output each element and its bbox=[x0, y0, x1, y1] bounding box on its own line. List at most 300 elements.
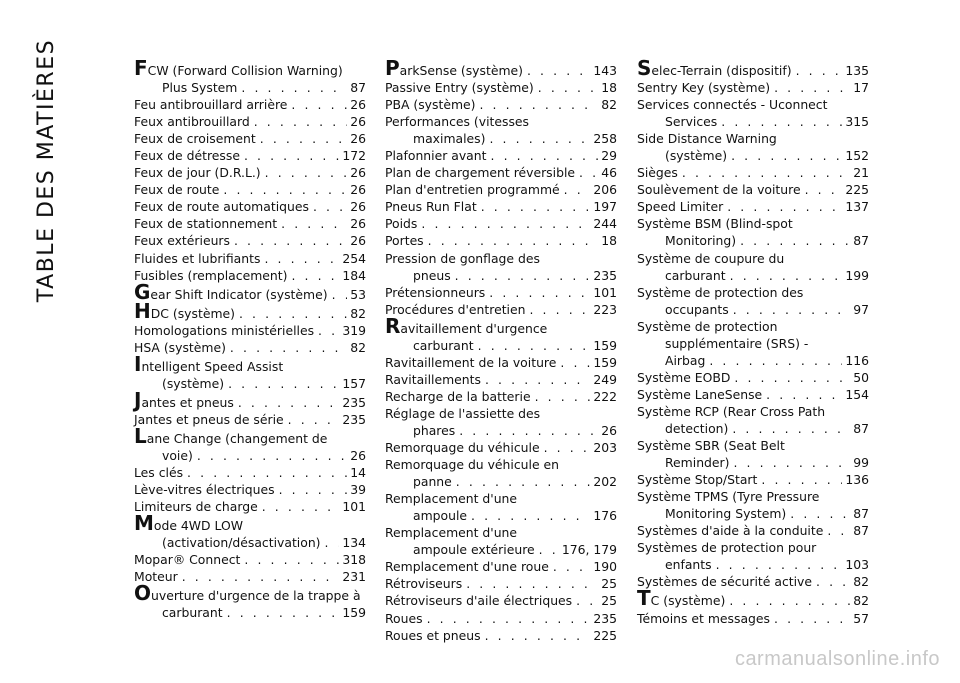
dot-leader bbox=[328, 286, 348, 303]
index-entry bbox=[134, 298, 366, 323]
entry-text bbox=[665, 267, 726, 284]
dot-leader bbox=[423, 610, 591, 627]
entry-label: Procédures d'entretien bbox=[385, 301, 526, 317]
index-column-1 bbox=[134, 56, 366, 622]
entry-text bbox=[134, 511, 243, 536]
section-letter: M bbox=[134, 511, 154, 536]
entry-line bbox=[637, 403, 869, 420]
page-number: 21 bbox=[853, 165, 869, 181]
entry-text bbox=[385, 524, 517, 541]
entry-label: Plus System bbox=[162, 80, 238, 96]
entry-line bbox=[134, 215, 366, 232]
entry-line bbox=[637, 437, 869, 454]
index-entry bbox=[637, 522, 869, 539]
dot-leader bbox=[455, 422, 598, 439]
page-number: 176, 179 bbox=[561, 542, 617, 558]
entry-text bbox=[637, 318, 778, 335]
entry-line bbox=[637, 420, 869, 437]
entry-text bbox=[665, 454, 729, 471]
page-number: 99 bbox=[853, 455, 869, 471]
entry-label: occupants bbox=[665, 301, 729, 317]
index-entry bbox=[637, 215, 869, 249]
page-number: 87 bbox=[853, 523, 869, 539]
index-entry bbox=[134, 198, 366, 215]
entry-text bbox=[134, 267, 287, 284]
entry-text bbox=[637, 369, 730, 386]
entry-label: Fusibles (remplacement) bbox=[134, 267, 288, 283]
entry-line bbox=[385, 507, 617, 524]
index-entry bbox=[637, 56, 869, 80]
page-number: 101 bbox=[342, 499, 366, 515]
page-number: 159 bbox=[342, 605, 366, 621]
page-number: 154 bbox=[845, 386, 869, 402]
entry-text bbox=[385, 284, 485, 301]
entry-line bbox=[637, 386, 869, 403]
dot-leader bbox=[234, 394, 339, 411]
dot-leader bbox=[178, 568, 340, 585]
page-number: 39 bbox=[350, 482, 366, 498]
entry-text bbox=[134, 198, 309, 215]
entry-text bbox=[134, 551, 240, 568]
dot-leader bbox=[485, 130, 590, 147]
index-column-3 bbox=[637, 56, 869, 627]
dot-leader bbox=[258, 498, 340, 515]
entry-text bbox=[385, 181, 560, 198]
page-number: 82 bbox=[601, 97, 617, 113]
entry-line bbox=[134, 375, 366, 392]
index-entry bbox=[385, 301, 617, 318]
index-entry bbox=[134, 511, 366, 551]
entry-label: Passive Entry (système) bbox=[385, 80, 534, 96]
index-entry bbox=[637, 488, 869, 522]
entry-text bbox=[413, 507, 467, 524]
dot-leader bbox=[730, 369, 850, 386]
entry-label: Moteur bbox=[134, 569, 178, 585]
entry-label: Remplacement d'une bbox=[385, 491, 518, 507]
section-letter: P bbox=[385, 56, 400, 80]
entry-label: ear Shift Indicator (système) bbox=[150, 286, 328, 302]
entry-label: Airbag bbox=[665, 352, 706, 368]
entry-text bbox=[162, 534, 321, 551]
entry-text bbox=[134, 581, 361, 606]
entry-line bbox=[637, 586, 869, 611]
index-entry bbox=[385, 250, 617, 284]
entry-line bbox=[134, 322, 366, 339]
entry-label: PBA (système) bbox=[385, 97, 476, 113]
entry-line bbox=[134, 279, 366, 304]
entry-line bbox=[134, 164, 366, 181]
entry-label: Sentry Key (système) bbox=[637, 80, 771, 96]
index-entry bbox=[637, 403, 869, 437]
dot-leader bbox=[725, 592, 850, 609]
entry-label: Système BSM (Blind-spot bbox=[637, 216, 793, 232]
entry-line bbox=[134, 411, 366, 428]
entry-label: Plan d'entretien programmé bbox=[385, 182, 560, 198]
entry-text bbox=[134, 147, 240, 164]
index-entry bbox=[385, 113, 617, 147]
entry-line bbox=[134, 181, 366, 198]
entry-label: Feux de jour (D.R.L.) bbox=[134, 165, 261, 181]
entry-line bbox=[637, 164, 869, 181]
entry-line bbox=[134, 498, 366, 515]
entry-text bbox=[385, 405, 540, 422]
entry-line bbox=[385, 198, 617, 215]
entry-line bbox=[637, 198, 869, 215]
entry-label: Systèmes de sécurité active bbox=[637, 574, 813, 590]
page-number: 143 bbox=[593, 63, 617, 78]
page-number: 157 bbox=[342, 375, 366, 391]
entry-text bbox=[385, 164, 575, 181]
entry-line bbox=[385, 422, 617, 439]
entry-text bbox=[134, 56, 343, 80]
entry-line bbox=[637, 505, 869, 522]
index-entry bbox=[637, 369, 869, 386]
entry-text bbox=[134, 481, 275, 498]
section-letter: G bbox=[134, 279, 151, 304]
entry-line bbox=[134, 298, 366, 323]
page-number: 97 bbox=[853, 301, 869, 317]
entry-text bbox=[134, 232, 230, 249]
dot-leader bbox=[477, 198, 591, 215]
index-entry bbox=[134, 267, 366, 284]
entry-line bbox=[385, 164, 617, 181]
entry-label: Monitoring) bbox=[665, 233, 737, 249]
dot-leader bbox=[757, 471, 842, 488]
dot-leader bbox=[224, 375, 339, 392]
entry-line bbox=[385, 96, 617, 113]
entry-line bbox=[134, 250, 366, 267]
entry-text bbox=[385, 575, 462, 592]
entry-label: Les clés bbox=[134, 465, 184, 481]
dot-leader bbox=[309, 198, 347, 215]
entry-line bbox=[637, 318, 869, 335]
entry-text bbox=[637, 164, 678, 181]
entry-label: ane Change (changement de bbox=[146, 430, 328, 446]
page-number: 26 bbox=[350, 114, 366, 130]
entry-line bbox=[134, 581, 366, 606]
page-number: 135 bbox=[845, 63, 869, 78]
entry-text bbox=[162, 79, 237, 96]
entry-text bbox=[134, 279, 328, 304]
entry-label: Jantes et pneus de série bbox=[134, 411, 284, 427]
page-number: 101 bbox=[593, 284, 617, 300]
dot-leader bbox=[736, 232, 850, 249]
entry-text bbox=[413, 267, 451, 284]
entry-line bbox=[385, 610, 617, 627]
page-number: 29 bbox=[601, 148, 617, 164]
index-entry bbox=[637, 250, 869, 284]
entry-label: Système de coupure du bbox=[637, 250, 785, 266]
entry-label: Système SBR (Seat Belt bbox=[637, 438, 785, 454]
page-number: 87 bbox=[350, 80, 366, 96]
entry-text bbox=[413, 130, 485, 147]
dot-leader bbox=[240, 147, 339, 164]
index-entry bbox=[134, 232, 366, 249]
entry-label: CW (Forward Collision Warning) bbox=[147, 63, 343, 78]
entry-text bbox=[134, 96, 287, 113]
entry-line bbox=[385, 541, 617, 558]
entry-text bbox=[637, 539, 816, 556]
page-number: 18 bbox=[601, 233, 617, 249]
entry-line bbox=[385, 79, 617, 96]
entry-text bbox=[134, 339, 226, 356]
entry-label: (activation/désactivation) bbox=[162, 535, 321, 551]
page-number: 172 bbox=[342, 148, 366, 164]
dot-leader bbox=[726, 267, 843, 284]
entry-text bbox=[637, 586, 726, 611]
entry-label: Feu antibrouillard arrière bbox=[134, 97, 288, 113]
entry-text bbox=[665, 147, 727, 164]
page-number: 26 bbox=[350, 448, 366, 464]
index-entry bbox=[385, 181, 617, 198]
entry-line bbox=[637, 113, 869, 130]
entry-label: maximales) bbox=[413, 131, 486, 147]
entry-line bbox=[385, 490, 617, 507]
entry-text bbox=[385, 456, 559, 473]
page-number: 26 bbox=[350, 182, 366, 198]
dot-leader bbox=[481, 627, 591, 644]
entry-line bbox=[385, 313, 617, 338]
entry-line bbox=[385, 181, 617, 198]
entry-label: Systèmes de protection pour bbox=[637, 540, 817, 556]
entry-line bbox=[637, 56, 869, 80]
entry-text bbox=[637, 403, 825, 420]
dot-leader bbox=[549, 558, 591, 575]
page-number: 231 bbox=[342, 569, 366, 585]
dot-leader bbox=[485, 284, 590, 301]
entry-text bbox=[637, 79, 770, 96]
page-number: 25 bbox=[601, 576, 617, 592]
index-entry bbox=[134, 279, 366, 304]
side-title bbox=[18, 40, 76, 300]
entry-line bbox=[637, 335, 869, 352]
entry-label: Réglage de l'assiette des bbox=[385, 405, 541, 421]
index-entry bbox=[385, 405, 617, 439]
entry-label: Ravitaillement de la voiture bbox=[385, 354, 557, 370]
entry-line bbox=[385, 147, 617, 164]
section-letter: L bbox=[134, 423, 147, 448]
entry-line bbox=[385, 592, 617, 609]
page-number: 82 bbox=[853, 593, 869, 609]
entry-label: Feux de route bbox=[134, 182, 220, 198]
dot-leader bbox=[770, 79, 850, 96]
page-number: 17 bbox=[853, 80, 869, 96]
index-entry bbox=[134, 351, 366, 392]
entry-text bbox=[637, 198, 723, 215]
entry-text bbox=[637, 573, 812, 590]
index-entry bbox=[385, 610, 617, 627]
page-number: 46 bbox=[601, 165, 617, 181]
entry-line bbox=[637, 250, 869, 267]
page-number: 235 bbox=[593, 267, 617, 283]
entry-text bbox=[385, 198, 477, 215]
entry-label: Performances (vitesses bbox=[385, 114, 529, 130]
index-entry bbox=[134, 423, 366, 464]
dot-leader bbox=[823, 522, 850, 539]
entry-label: Portes bbox=[385, 233, 424, 249]
entry-label: Homologations ministérielles bbox=[134, 322, 315, 338]
section-letter: H bbox=[134, 298, 151, 323]
page-number: 225 bbox=[593, 627, 617, 643]
entry-label: panne bbox=[413, 474, 452, 490]
entry-label: uverture d'urgence de la trappe à bbox=[151, 588, 361, 604]
section-letter: O bbox=[134, 581, 152, 606]
page-number: 206 bbox=[593, 182, 617, 198]
page-number: 14 bbox=[350, 465, 366, 481]
index-entry bbox=[385, 627, 617, 644]
page-number: 87 bbox=[853, 506, 869, 522]
entry-line bbox=[134, 339, 366, 356]
index-entry bbox=[637, 164, 869, 181]
entry-label: pneus bbox=[413, 267, 451, 283]
entry-label: Services connectés - Uconnect bbox=[637, 97, 828, 113]
index-entry bbox=[134, 113, 366, 130]
page-number: 235 bbox=[342, 394, 366, 410]
dot-leader bbox=[230, 232, 347, 249]
index-entry bbox=[637, 198, 869, 215]
entry-line bbox=[385, 130, 617, 147]
entry-label: antes et pneus bbox=[141, 394, 234, 410]
entry-text bbox=[665, 335, 808, 352]
entry-label: Feux de croisement bbox=[134, 131, 256, 147]
entry-label: phares bbox=[413, 422, 456, 438]
entry-line bbox=[134, 130, 366, 147]
watermark: carmanualsonline.info bbox=[734, 648, 940, 670]
entry-text bbox=[385, 301, 525, 318]
entry-label: Plafonnier avant bbox=[385, 148, 487, 164]
dot-leader bbox=[277, 215, 347, 232]
entry-line bbox=[134, 481, 366, 498]
entry-text bbox=[637, 56, 792, 80]
entry-label: ampoule extérieure bbox=[413, 542, 535, 558]
page-number: 136 bbox=[845, 472, 869, 488]
dot-leader bbox=[250, 113, 347, 130]
entry-label: Témoins et messages bbox=[637, 610, 770, 626]
entry-text bbox=[134, 215, 277, 232]
page-number: 50 bbox=[853, 369, 869, 385]
entry-text bbox=[134, 351, 284, 376]
entry-line bbox=[385, 267, 617, 284]
entry-label: Roues bbox=[385, 610, 423, 626]
entry-label: Soulèvement de la voiture bbox=[637, 182, 801, 198]
dot-leader bbox=[728, 420, 850, 437]
dot-leader bbox=[712, 556, 843, 573]
dot-leader bbox=[287, 267, 339, 284]
entry-line bbox=[385, 575, 617, 592]
entry-label: ntelligent Speed Assist bbox=[141, 358, 284, 374]
entry-line bbox=[385, 524, 617, 541]
entry-text bbox=[162, 604, 223, 621]
entry-line bbox=[637, 454, 869, 471]
entry-text bbox=[385, 96, 475, 113]
page-number: 26 bbox=[350, 216, 366, 232]
entry-line bbox=[385, 371, 617, 388]
page-number: 254 bbox=[342, 250, 366, 266]
entry-label: avitaillement d'urgence bbox=[400, 320, 548, 336]
entry-line bbox=[637, 96, 869, 113]
dot-leader bbox=[523, 62, 590, 79]
section-letter: J bbox=[134, 387, 142, 412]
page-number: 235 bbox=[342, 411, 366, 427]
entry-text bbox=[665, 232, 736, 249]
index-entry bbox=[385, 79, 617, 96]
entry-line bbox=[134, 113, 366, 130]
index-entry bbox=[385, 215, 617, 232]
entry-line bbox=[385, 301, 617, 318]
entry-line bbox=[134, 387, 366, 412]
dot-leader bbox=[812, 573, 850, 590]
index-entry bbox=[385, 164, 617, 181]
page-number: 87 bbox=[853, 420, 869, 436]
section-letter: F bbox=[134, 56, 148, 80]
index-entry bbox=[134, 339, 366, 356]
entry-text bbox=[637, 130, 777, 147]
entry-label: arkSense (système) bbox=[399, 63, 523, 78]
entry-line bbox=[134, 423, 366, 448]
dot-leader bbox=[235, 305, 347, 322]
index-entry bbox=[385, 558, 617, 575]
entry-text bbox=[134, 113, 250, 130]
page-number: 176 bbox=[593, 508, 617, 524]
entry-label: DC (système) bbox=[150, 305, 235, 321]
index-entry bbox=[637, 471, 869, 488]
page-number: 223 bbox=[593, 301, 617, 317]
index-entry bbox=[385, 524, 617, 558]
entry-line bbox=[637, 232, 869, 249]
entry-text bbox=[637, 610, 770, 627]
section-letter: S bbox=[637, 56, 652, 80]
entry-line bbox=[637, 181, 869, 198]
page-number: 26 bbox=[350, 199, 366, 215]
entry-line bbox=[134, 147, 366, 164]
entry-text bbox=[637, 488, 819, 505]
page-number: 152 bbox=[845, 148, 869, 164]
dot-leader bbox=[237, 79, 347, 96]
dot-leader bbox=[792, 62, 843, 79]
dot-leader bbox=[572, 592, 598, 609]
entry-line bbox=[637, 147, 869, 164]
index-entry bbox=[637, 130, 869, 164]
entry-text bbox=[665, 420, 728, 437]
page-number: 249 bbox=[593, 371, 617, 387]
entry-line bbox=[637, 471, 869, 488]
entry-label: Feux de détresse bbox=[134, 148, 240, 164]
entry-text bbox=[385, 558, 549, 575]
entry-line bbox=[385, 113, 617, 130]
entry-line bbox=[637, 369, 869, 386]
dot-leader bbox=[534, 79, 598, 96]
entry-text bbox=[385, 147, 487, 164]
page-number: 222 bbox=[593, 388, 617, 404]
index-entry bbox=[134, 130, 366, 147]
dot-leader bbox=[723, 198, 842, 215]
index-entry bbox=[385, 490, 617, 524]
entry-line bbox=[134, 267, 366, 284]
entry-text bbox=[134, 423, 328, 448]
entry-text bbox=[385, 79, 534, 96]
dot-leader bbox=[560, 181, 591, 198]
entry-text bbox=[637, 471, 757, 488]
section-letter: I bbox=[134, 351, 142, 376]
entry-label: (système) bbox=[162, 375, 225, 391]
page-number: 82 bbox=[350, 339, 366, 355]
index-entry bbox=[385, 284, 617, 301]
entry-text bbox=[637, 96, 827, 113]
index-entry bbox=[134, 568, 366, 585]
dot-leader bbox=[717, 113, 842, 130]
page-number: 25 bbox=[601, 593, 617, 609]
entry-text bbox=[134, 464, 183, 481]
